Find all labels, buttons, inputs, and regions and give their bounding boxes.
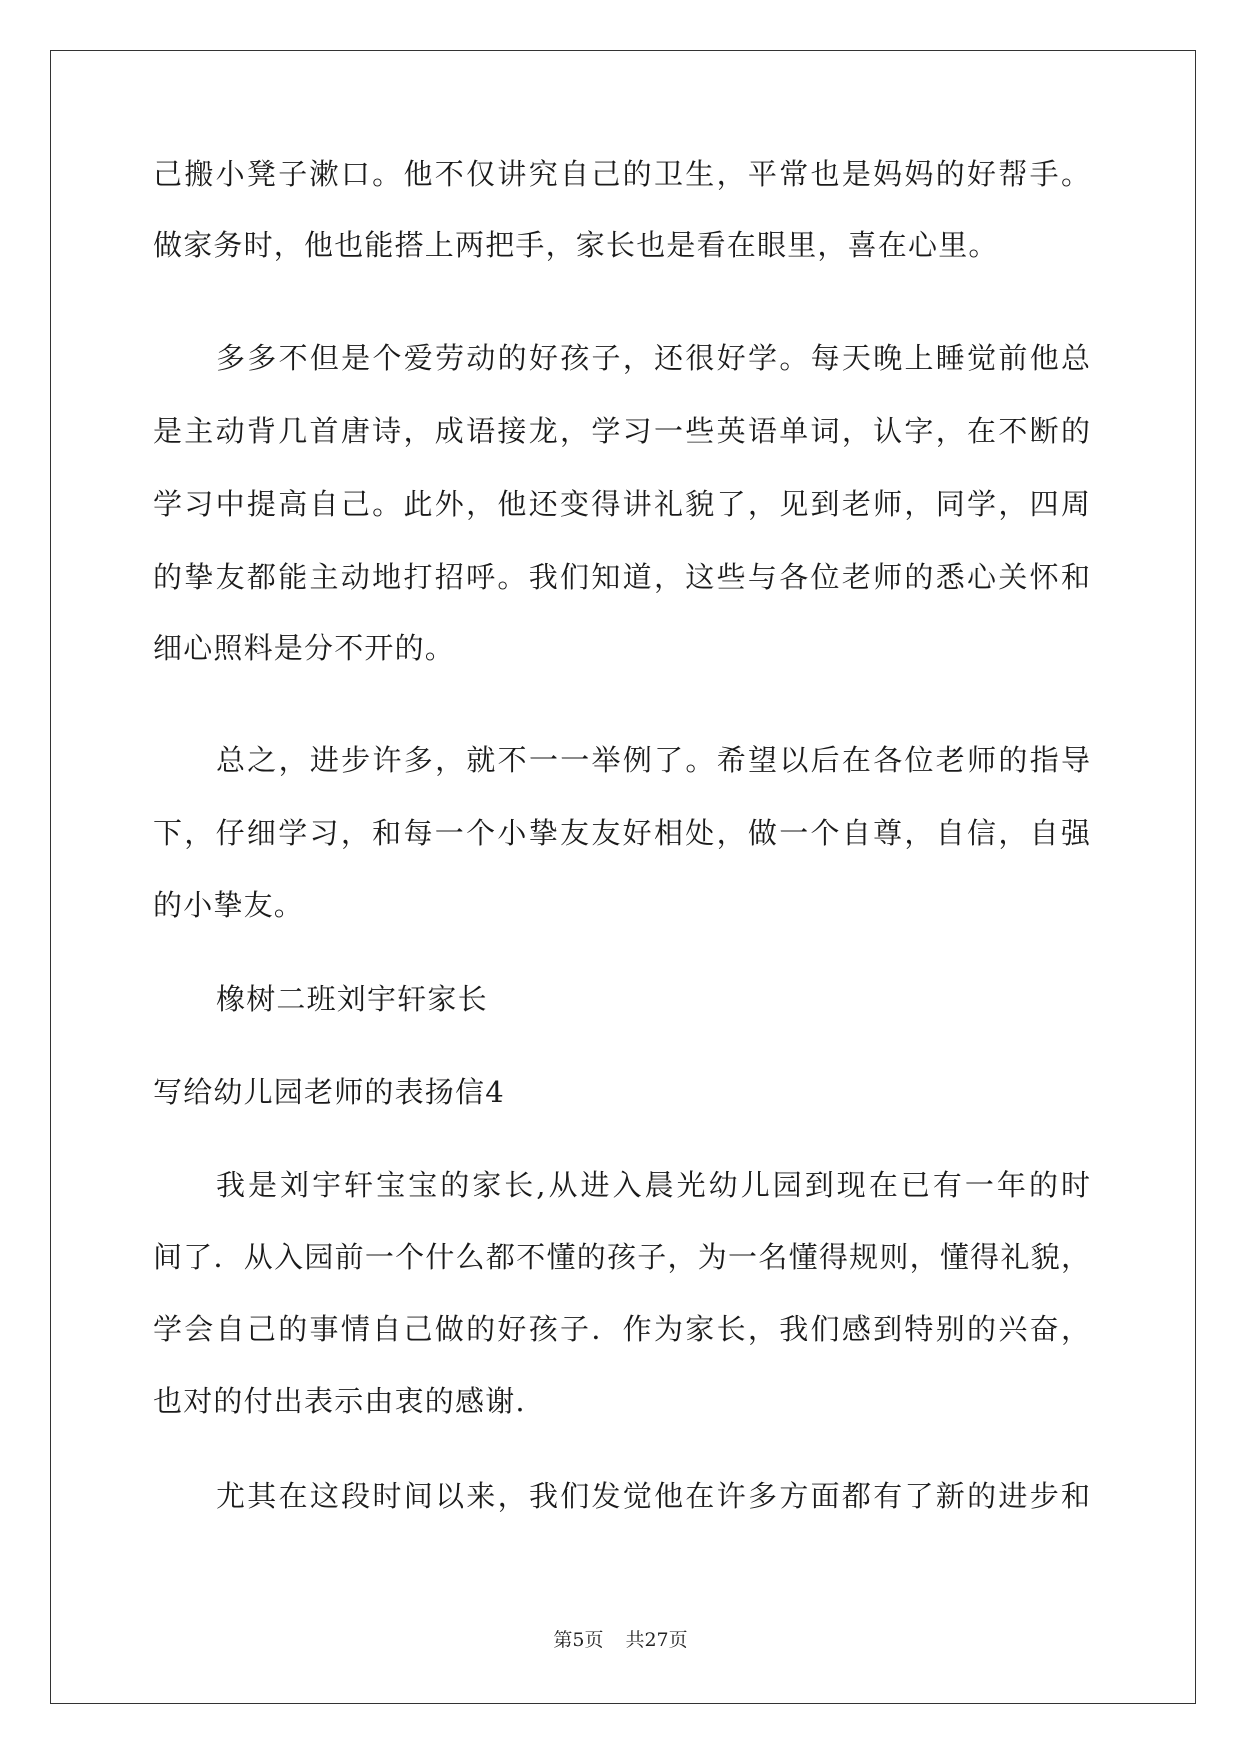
text-line: 的小挚友。 bbox=[153, 888, 305, 922]
text-line: 多多不但是个爱劳动的好孩子，还很好学。每天晚上睡觉前他总 bbox=[216, 341, 1090, 375]
text-line: 学习中提高自己。此外，他还变得讲礼貌了，见到老师，同学，四周 bbox=[153, 487, 1090, 521]
text-line: 做家务时，他也能搭上两把手，家长也是看在眼里，喜在心里。 bbox=[153, 228, 999, 262]
section-title: 写给幼儿园老师的表扬信4 bbox=[153, 1075, 505, 1109]
text-line: 总之，进步许多，就不一一举例了。希望以后在各位老师的指导 bbox=[216, 743, 1090, 777]
text-line: 的挚友都能主动地打招呼。我们知道，这些与各位老师的悉心关怀和 bbox=[153, 560, 1090, 594]
signature-line: 橡树二班刘宇轩家长 bbox=[216, 982, 488, 1016]
text-line: 细心照料是分不开的。 bbox=[153, 631, 456, 665]
text-line: 下，仔细学习，和每一个小挚友友好相处，做一个自尊，自信，自强 bbox=[153, 816, 1090, 850]
text-line: 也对的付出表示由衷的感谢. bbox=[153, 1384, 526, 1418]
text-line: 间了．从入园前一个什么都不懂的孩子，为一名懂得规则，懂得礼貌， bbox=[153, 1240, 1090, 1274]
page-border bbox=[50, 50, 1196, 1704]
text-line: 我是刘宇轩宝宝的家长,从进入晨光幼儿园到现在已有一年的时 bbox=[216, 1168, 1090, 1202]
page-footer bbox=[0, 1628, 1241, 1652]
page-number: 第5页 bbox=[553, 1629, 604, 1651]
text-line: 学会自己的事情自己做的好孩子．作为家长，我们感到特别的兴奋， bbox=[153, 1312, 1090, 1346]
text-line: 己搬小凳子漱口。他不仅讲究自己的卫生，平常也是妈妈的好帮手。 bbox=[153, 157, 1090, 191]
text-line: 是主动背几首唐诗，成语接龙，学习一些英语单词，认字，在不断的 bbox=[153, 414, 1090, 448]
page-total: 共27页 bbox=[625, 1629, 688, 1651]
text-line: 尤其在这段时间以来，我们发觉他在许多方面都有了新的进步和 bbox=[216, 1479, 1090, 1513]
